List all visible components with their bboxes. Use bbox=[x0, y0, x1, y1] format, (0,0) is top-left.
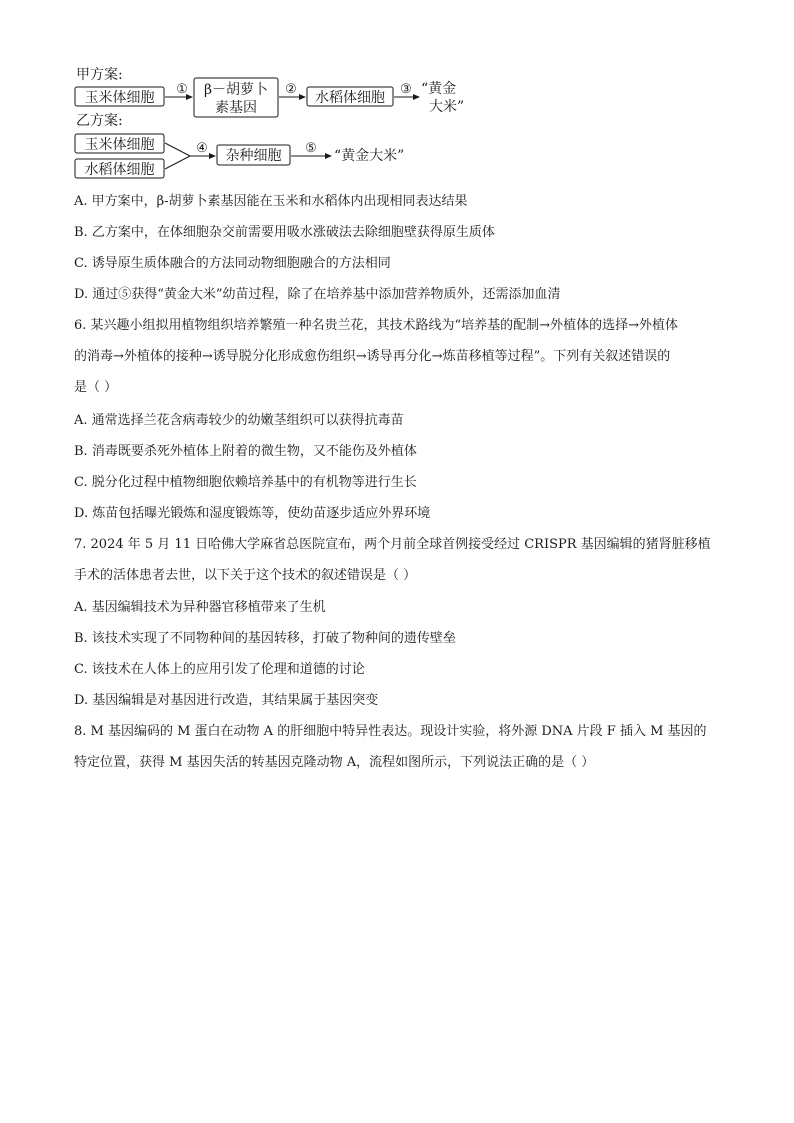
step-5-marker: ⑤ bbox=[305, 141, 317, 156]
step-4-marker: ④ bbox=[196, 141, 208, 156]
corn-cell-label-a: 玉米体细胞 bbox=[84, 90, 155, 106]
merge-line-bottom bbox=[165, 156, 190, 169]
q6-option-c: C. 脱分化过程中植物细胞依赖培养基中的有机物等进行生长 bbox=[74, 475, 417, 490]
q7-option-a: A. 基因编辑技术为异种器官移植带来了生机 bbox=[74, 600, 326, 615]
q6-option-a: A. 通常选择兰花含病毒较少的幼嫩茎组织可以获得抗毒苗 bbox=[74, 413, 404, 428]
arrow-3-head bbox=[413, 94, 420, 100]
q8-stem-line1: 8. M 基因编码的 M 蛋白在动物 A 的肝细胞中特异性表达。现设计实验，将外源 DNA 片段 F 插入 M 基因的 bbox=[74, 724, 707, 739]
q5-option-a: A. 甲方案中，β-胡萝卜素基因能在玉米和水稻体内出现相同表达结果 bbox=[74, 194, 468, 209]
golden-rice-b-label: “黄金大米” bbox=[334, 148, 405, 164]
step-3-marker: ③ bbox=[400, 82, 412, 97]
hybrid-cell-label: 杂种细胞 bbox=[225, 148, 282, 164]
plan-a-label: 甲方案: bbox=[76, 67, 123, 83]
q7-stem-line1: 7. 2024 年 5 月 11 日哈佛大学麻省总医院宣布，两个月前全球首例接受经过 CRISPR 基因编辑的猪肾脏移植 bbox=[74, 537, 711, 552]
q6-stem-line3: 是（ ） bbox=[74, 380, 118, 395]
golden-rice-a-line2: 大米” bbox=[429, 99, 465, 115]
q6-stem-line1: 6. 某兴趣小组拟用植物组织培养繁殖一种名贵兰花，其技术路线为“培养基的配制→外植体的选择→外植体 bbox=[74, 318, 678, 333]
arrow-2-head bbox=[299, 94, 306, 100]
q5-option-d: D. 通过⑤获得“黄金大米”幼苗过程，除了在培养基中添加营养物质外，还需添加血清 bbox=[74, 287, 561, 302]
arrow-4-head bbox=[209, 153, 216, 159]
q7-option-b: B. 该技术实现了不同物种间的基因转移，打破了物种间的遗传壁垒 bbox=[74, 631, 456, 646]
q7-option-c: C. 该技术在人体上的应用引发了伦理和道德的讨论 bbox=[74, 662, 365, 677]
q7-stem-line2: 手术的活体患者去世，以下关于这个技术的叙述错误是（ ） bbox=[74, 568, 417, 583]
merge-line-top bbox=[165, 143, 190, 156]
rice-cell-label-b: 水稻体细胞 bbox=[84, 162, 155, 178]
q5-option-b: B. 乙方案中，在体细胞杂交前需要用吸水涨破法去除细胞壁获得原生质体 bbox=[74, 225, 495, 240]
corn-cell-label-b: 玉米体细胞 bbox=[84, 137, 155, 153]
step-2-marker: ② bbox=[285, 82, 297, 97]
plan-b-label: 乙方案: bbox=[76, 113, 123, 129]
q5-option-c: C. 诱导原生质体融合的方法同动物细胞融合的方法相同 bbox=[74, 256, 391, 271]
carotene-gene-line1: β－胡萝卜 bbox=[203, 82, 269, 98]
q7-option-d: D. 基因编辑是对基因进行改造，其结果属于基因突变 bbox=[74, 693, 379, 708]
q6-option-d: D. 炼苗包括曝光锻炼和湿度锻炼等，使幼苗逐步适应外界环境 bbox=[74, 506, 431, 521]
q6-stem-line2: 的消毒→外植体的接种→诱导脱分化形成愈伤组织→诱导再分化→炼苗移植等过程”。下列有关叙述错误的 bbox=[74, 349, 671, 364]
breeding-flow-diagram bbox=[0, 0, 794, 190]
q6-option-b: B. 消毒既要杀死外植体上附着的微生物，又不能伤及外植体 bbox=[74, 444, 417, 459]
carotene-gene-line2: 素基因 bbox=[215, 100, 257, 116]
rice-cell-label-a: 水稻体细胞 bbox=[315, 90, 385, 106]
step-1-marker: ① bbox=[176, 82, 188, 97]
golden-rice-a-line1: “黄金 bbox=[421, 81, 457, 97]
arrow-5-head bbox=[325, 153, 332, 159]
q8-stem-line2: 特定位置，获得 M 基因失活的转基因克隆动物 A，流程如图所示，下列说法正确的是（ ） bbox=[74, 755, 595, 770]
